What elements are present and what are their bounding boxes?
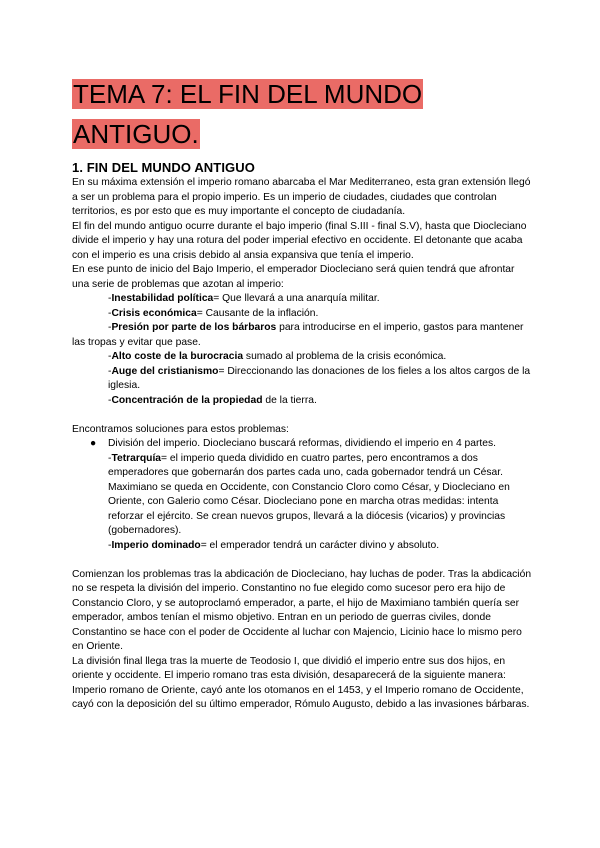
page-title-text: TEMA 7: EL FIN DEL MUNDO ANTIGUO. bbox=[73, 79, 423, 149]
problem-item: -Presión por parte de los bárbaros para introducirse en el imperio, gastos para mantener las tropas y evitar que pase. bbox=[72, 322, 524, 348]
problem-item: -Alto coste de la burocracia sumado al problema de la crisis económica. bbox=[108, 351, 447, 362]
paragraph-2: El fin del mundo antiguo ocurre durante el bajo imperio (final S.III - final S.V), hasta que Diocleciano divide el imperio y hay una rotura del poder imperial efectivo en occidente. El detonante que acaba con el imperio es una crisis debido al ansia expansiva que tenía el imperio. bbox=[72, 220, 527, 261]
solutions-intro: Encontramos soluciones para estos problemas: bbox=[72, 423, 289, 435]
page-title bbox=[72, 74, 534, 154]
document-page bbox=[72, 74, 534, 713]
problem-item: -Crisis económica= Causante de la inflación. bbox=[108, 307, 319, 319]
paragraph-3: En ese punto de inicio del Bajo Imperio, el emperador Diocleciano será quien tendrá que afrontar una serie de problemas que azotan al imperio: bbox=[72, 264, 515, 290]
problem-item: -Concentración de la propiedad de la tierra. bbox=[108, 394, 317, 406]
problem-item: -Auge del cristianismo= Direccionando las donaciones de los fieles a los altos cargos de la iglesia. bbox=[108, 365, 531, 391]
tetrarquia-item: -Tetrarquía= el imperio queda dividido en cuatro partes, pero encontramos a dos emperadores que gobernarán dos partes cada uno, cada gobernador tendrá un César. Maximiano se queda en Occidente, con Constancio Cloro como César, y Diocleciano en Oriente, con Galerio como César. Diocleciano pone en marcha otras medidas: intenta reforzar el ejército. Se crean nuevos grupos, llevará a la diócesis (vicarios) y provincias (gobernadores). bbox=[108, 452, 510, 536]
section-heading: 1. FIN DEL MUNDO ANTIGUO bbox=[72, 160, 255, 175]
paragraph-5: La división final llega tras la muerte de Teodosio I, que dividió el imperio entre sus dos hijos, en oriente y occidente. El imperio romano tras esta división, desaparecerá de la siguiente manera: Imperio romano de Oriente, cayó ante los otomanos en el 1453, y el Imperio romano de Occidente, cayó con la deposición del su último emperador, Rómulo Augusto, debido a las invasiones bárbaras. bbox=[72, 655, 530, 710]
solutions-list bbox=[72, 437, 534, 553]
paragraph-4: Comienzan los problemas tras la abdicación de Diocleciano, hay luchas de poder. Tras la abdicación no se respeta la división del imperio. Constantino no fue elegido como sucesor pero era hijo de Constancio Cloro, y se autoproclamó emperador, a parte, el hijo de Maximiano también quería ser emperador, ambos tenían el mismo objetivo. Entran en un periodo de guerras civiles, donde Constantino se hace con el poder de Occidente al luchar con Majencio, Licinio hace lo mismo pero en Oriente. bbox=[72, 568, 532, 652]
problem-item: -Inestabilidad política= Que llevará a una anarquía militar. bbox=[108, 293, 380, 304]
intro-paragraph: En su máxima extensión el imperio romano abarcaba el Mar Mediterraneo, esta gran extensión llegó a ser un problema para el propio imperio. Es un imperio de ciudades, ciudades que controlan territorios, es por esto que es muy importante el concepto de ciudadanía. bbox=[72, 177, 531, 217]
list-item bbox=[72, 437, 534, 553]
bullet-text: División del imperio. Diocleciano buscará reformas, dividiendo el imperio en 4 partes. bbox=[108, 438, 497, 449]
bullet-icon: ● bbox=[90, 438, 97, 449]
dominado-item: -Imperio dominado= el emperador tendrá un carácter divino y absoluto. bbox=[108, 539, 440, 551]
problems-list bbox=[72, 292, 534, 408]
